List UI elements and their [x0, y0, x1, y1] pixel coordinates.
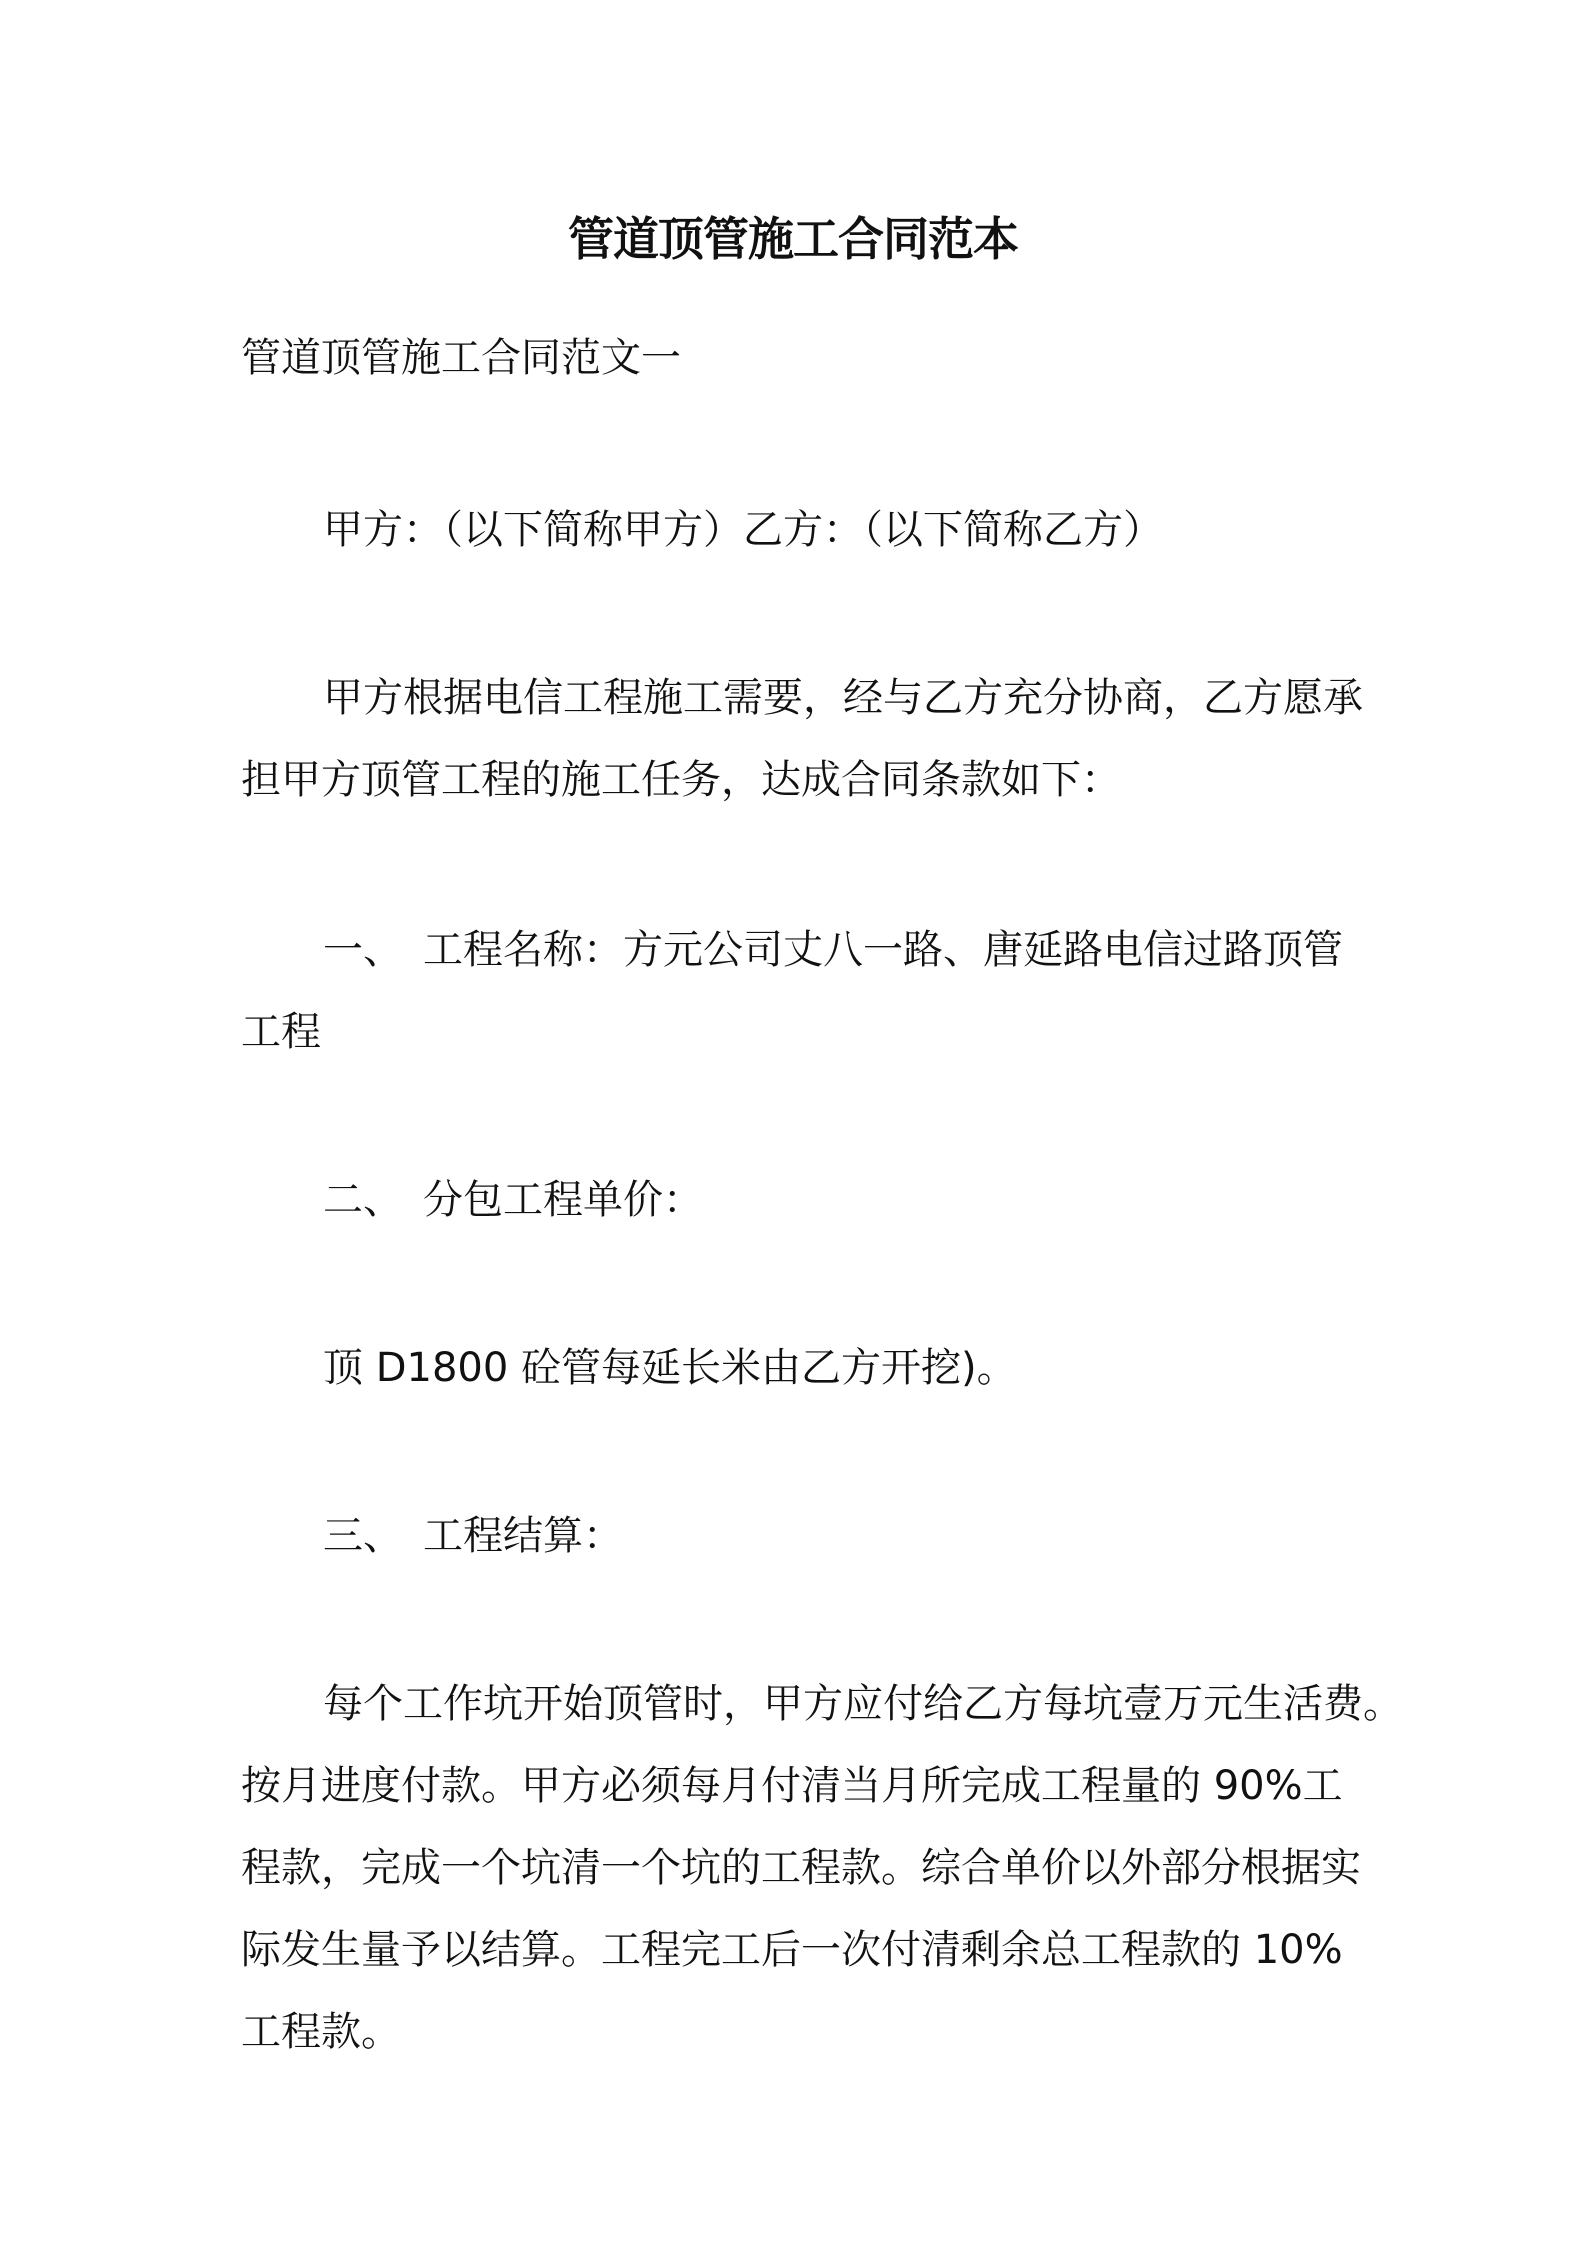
section-1-heading: [323, 922, 1343, 978]
document-title: 管道顶管施工合同范本: [568, 212, 1018, 266]
section-1-line-1: 工程名称：方元公司丈八一路、唐延路电信过路顶管: [423, 927, 1343, 973]
section-3-heading-text: 工程结算：: [423, 1513, 623, 1559]
section-2-number: 二、: [323, 1177, 403, 1223]
section-3-line-1: 每个工作坑开始顶管时，甲方应付给乙方每坑壹万元生活费。: [323, 1681, 1403, 1727]
parties-line: 甲方：（以下简称甲方）乙方：（以下简称乙方）: [323, 507, 1163, 553]
section-3-line-3: 程款，完成一个坑清一个坑的工程款。综合单价以外部分根据实: [241, 1845, 1361, 1891]
section-3-number: 三、: [323, 1513, 403, 1559]
section-3-line-2: 按月进度付款。甲方必须每月付清当月所完成工程量的 90%工: [241, 1763, 1343, 1809]
section-2-content: 顶 D1800 砼管每延长米由乙方开挖)。: [323, 1345, 1017, 1391]
intro-line-1: 甲方根据电信工程施工需要，经与乙方充分协商，乙方愿承: [323, 675, 1363, 721]
section-1-line-2: 工程: [241, 1009, 321, 1055]
section-1-number: 一、: [323, 927, 403, 973]
intro-line-2: 担甲方顶管工程的施工任务，达成合同条款如下：: [241, 757, 1121, 803]
section-2-heading: [323, 1172, 703, 1228]
section-2-heading-text: 分包工程单价：: [423, 1177, 703, 1223]
section-3-line-4: 际发生量予以结算。工程完工后一次付清剩余总工程款的 10%: [241, 1927, 1343, 1973]
section-3-heading: [323, 1508, 623, 1564]
document-subtitle: 管道顶管施工合同范文一: [241, 335, 681, 381]
section-3-line-5: 工程款。: [241, 2009, 401, 2055]
